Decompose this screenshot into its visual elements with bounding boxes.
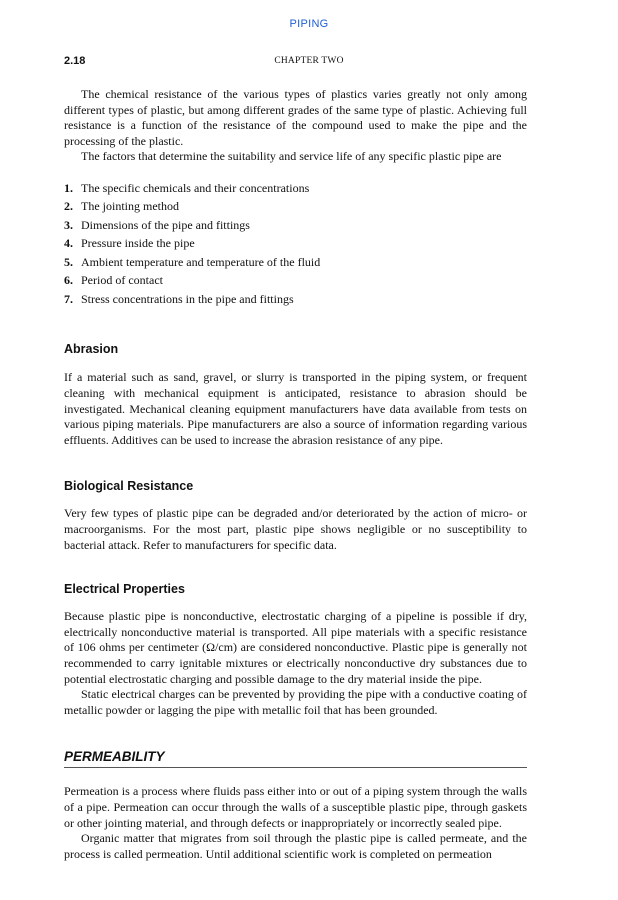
electrical-properties-heading: Electrical Properties <box>64 582 185 597</box>
abrasion-paragraph: If a material such as sand, gravel, or slurry is transported in the piping system, or frequent cleaning with mechanical equipment is anticipated, resistance to abrasion should be investigated. Mechanical cleaning equipment manufacturers have data available from tests on various piping materials. Pipe manufacturers are also a source of information regarding various effluents. Additives can be used to increase the abrasion resistance of any pipe. <box>64 370 527 447</box>
factors-list <box>64 179 527 309</box>
list-text: The jointing method <box>81 199 179 214</box>
list-item <box>64 179 527 198</box>
list-number: 7. <box>64 291 73 306</box>
permeability-heading: PERMEABILITY <box>64 748 527 768</box>
permeability-paragraph-1: Permeation is a process where fluids pass either into or out of a piping system through the walls of a pipe. Permeation can occur through the walls of a susceptible plastic pipe, through gaskets or other jointing material, and through defects or inappropriately or incorrectly sealed pipe. <box>64 784 527 830</box>
running-head: PIPING <box>289 18 329 30</box>
abrasion-heading: Abrasion <box>64 342 119 357</box>
list-number: 3. <box>64 217 73 232</box>
electrical-paragraph-2: Static electrical charges can be prevented by providing the pipe with a conductive coating of metallic powder or lagging the pipe with metallic foil that has been grounded. <box>64 687 527 717</box>
list-text: Period of contact <box>81 273 163 288</box>
intro-paragraph-1: The chemical resistance of the various types of plastics varies greatly not only among different types of plastic, but among different grades of the same type of plastic. Achieving full resistance is a function of the resistance of the compound used to make the pipe and the processing of the plastic. <box>64 87 527 148</box>
electrical-paragraph-1: Because plastic pipe is nonconductive, electrostatic charging of a pipeline is possible if dry, electrically nonconductive material is transported. All pipe materials with a specific resistance of 106 ohms per centimeter (Ω/cm) are considered nonconductive. Plastic pipe is generally not recommended to carry ignitable mixtures or electrically nonconductive dry substances due to potential electrostatic charging and possible damage to the dry material inside the pipe. <box>64 609 527 686</box>
list-text: Stress concentrations in the pipe and fittings <box>81 291 294 306</box>
page-number: 2.18 <box>64 55 86 67</box>
list-number: 2. <box>64 199 73 214</box>
list-number: 1. <box>64 180 73 195</box>
list-item <box>64 197 527 216</box>
body-text <box>64 87 527 862</box>
list-number: 6. <box>64 273 73 288</box>
list-item <box>64 290 527 309</box>
biological-resistance-heading: Biological Resistance <box>64 479 194 494</box>
list-item <box>64 253 527 272</box>
list-item <box>64 234 527 253</box>
intro-paragraph-2: The factors that determine the suitability and service life of any specific plastic pipe are <box>81 149 502 164</box>
list-item <box>64 271 527 290</box>
list-text: The specific chemicals and their concentrations <box>81 180 310 195</box>
biological-paragraph: Very few types of plastic pipe can be degraded and/or deteriorated by the action of micro- or macroorganisms. For the most part, plastic pipe shows negligible or no susceptibility to bacterial attack. Refer to manufacturers for specific data. <box>64 506 527 552</box>
list-text: Ambient temperature and temperature of the fluid <box>81 254 321 269</box>
list-number: 5. <box>64 254 73 269</box>
list-number: 4. <box>64 236 73 251</box>
chapter-title: CHAPTER TWO <box>274 56 344 66</box>
list-text: Dimensions of the pipe and fittings <box>81 217 250 232</box>
list-text: Pressure inside the pipe <box>81 236 195 251</box>
list-item <box>64 216 527 235</box>
permeability-paragraph-2: Organic matter that migrates from soil through the plastic pipe is called permeate, and the process is called permeation. Until additional scientific work is completed on permeation <box>64 831 527 861</box>
